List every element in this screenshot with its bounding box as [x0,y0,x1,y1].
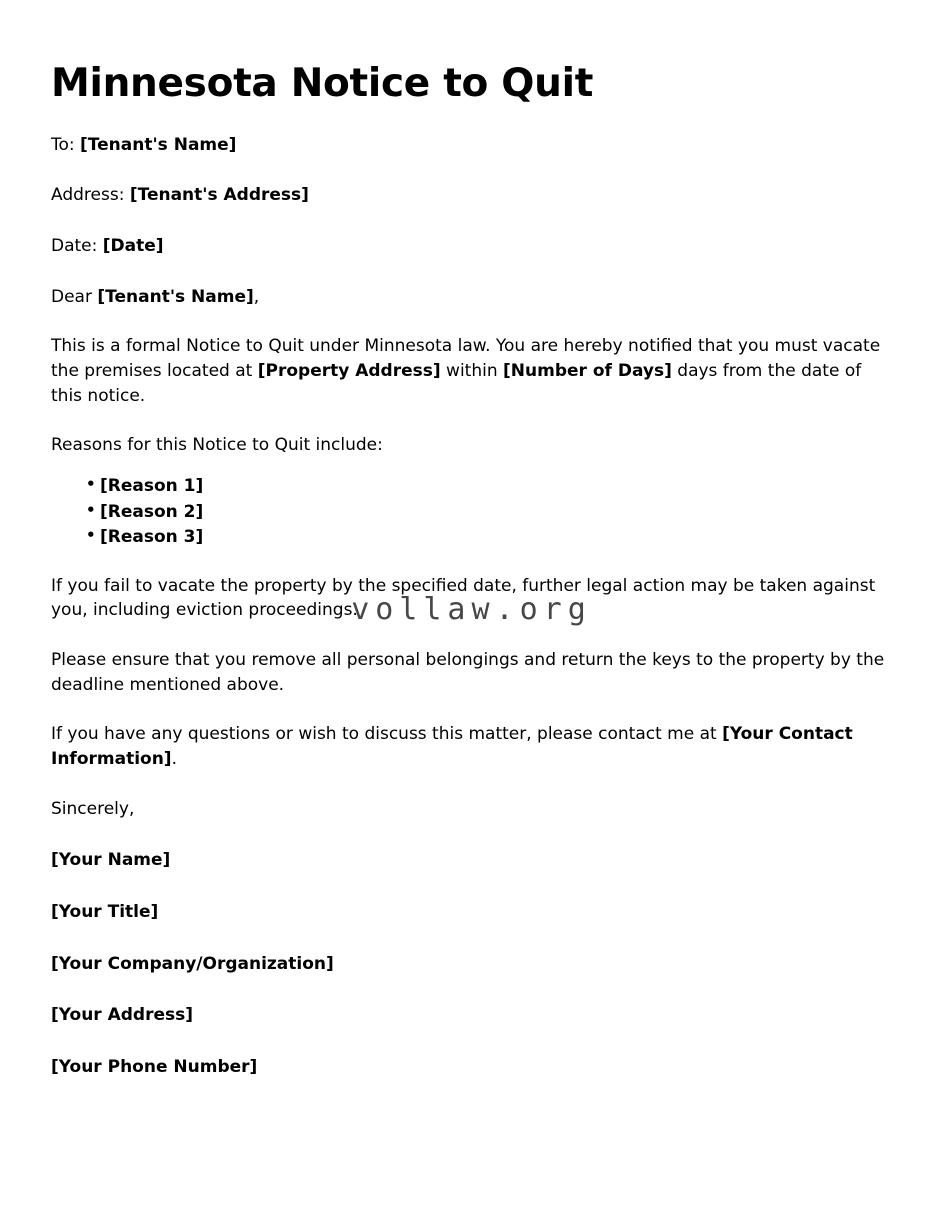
field-date-label: Date: [51,236,103,257]
reasons-intro: Reasons for this Notice to Quit include: [51,435,383,456]
closing-line: Sincerely, [51,798,135,819]
property-address-placeholder: [Property Address] [257,361,441,382]
field-address-value: [Tenant's Address] [129,185,309,206]
field-to [51,133,891,158]
belongings-paragraph: Please ensure that you remove all personal belongings and return the keys to the property by the deadline mentioned above. [51,650,885,695]
notice-paragraph-part1: This is a formal Notice to Quit under Minnesota law. You are hereby notified that you must vacate the premises located at [51,336,881,382]
signature-your-phone: [Your Phone Number] [51,1056,258,1077]
contact-paragraph-part1: If you have any questions or wish to discuss this matter, please contact me at [51,724,723,745]
contact-paragraph [51,722,891,771]
failure-paragraph: If you fail to vacate the property by the specified date, further legal action may be taken against you, including eviction proceedings. [51,575,876,621]
field-date-value: [Date] [102,236,164,257]
signature-your-address: [Your Address] [51,1005,194,1026]
page-title: Minnesota Notice to Quit [51,61,594,106]
notice-paragraph [51,334,891,408]
salutation-prefix: Dear [51,286,98,307]
contact-information-placeholder: [Your Contact Information] [51,724,853,769]
signature-your-name: [Your Name] [51,850,171,871]
field-to-label: To: [51,134,81,155]
contact-paragraph-part2: . [171,749,177,769]
field-to-value: [Tenant's Name] [80,134,237,155]
watermark: vollaw.org [351,592,592,627]
notice-paragraph-part3: days from the date of this notice. [51,361,862,406]
reasons-list [51,475,891,549]
list-item: • [Reason 3] [100,526,891,549]
salutation [51,285,891,310]
document-body [51,0,891,1079]
number-of-days-placeholder: [Number of Days] [503,361,672,382]
field-date [51,234,891,259]
list-item: • [Reason 2] [100,501,891,524]
field-address [51,183,891,208]
field-address-label: Address: [51,185,130,206]
signature-your-title: [Your Title] [51,901,159,922]
list-item: • [Reason 1] [100,475,891,498]
signature-your-company: [Your Company/Organization] [51,953,334,974]
salutation-name: [Tenant's Name] [97,286,254,307]
notice-paragraph-part2: within [440,361,504,382]
salutation-suffix: , [253,286,260,307]
